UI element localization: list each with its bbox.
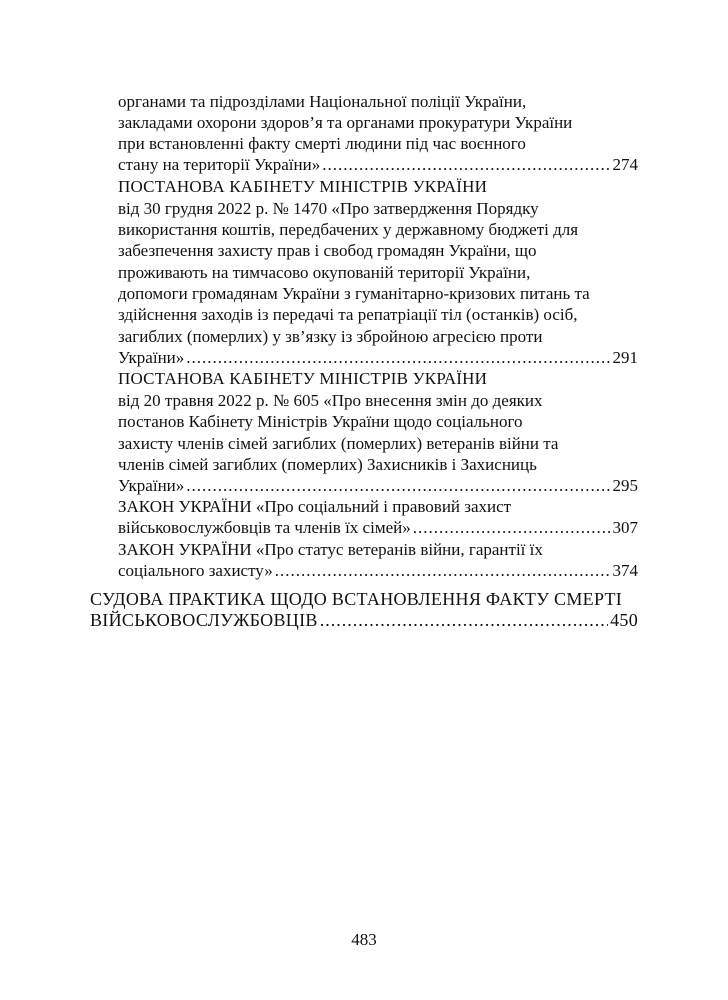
toc-entry-heading: ПОСТАНОВА КАБІНЕТУ МІНІСТРІВ УКРАЇНИ <box>118 369 488 388</box>
toc-section-last-line <box>90 610 638 630</box>
dot-leader <box>322 155 610 175</box>
dot-leader <box>186 348 610 368</box>
toc-entry-line: постанов Кабінету Міністрів України щодо соціального <box>118 412 523 431</box>
toc-entry-line: ЗАКОН УКРАЇНИ «Про соціальний і правовий захист <box>118 497 512 516</box>
toc-entry-line: стану на території України» <box>118 155 321 174</box>
toc-entry-line: закладами охорони здоров’я та органами прокуратури України <box>118 113 573 132</box>
toc-entry-line: від 30 грудня 2022 р. № 1470 «Про затвердження Порядку <box>118 199 539 218</box>
toc-entry-line: допомоги громадянам України з гуманітарно-кризових питань та <box>118 284 590 303</box>
toc-entry-last-line <box>118 155 638 175</box>
dot-leader <box>413 518 611 538</box>
dot-leader <box>186 476 610 496</box>
toc-entry-line: військовослужбовців та членів їх сімей» <box>118 518 411 537</box>
toc-entry-last-line <box>118 348 638 368</box>
toc-page-number: 274 <box>612 155 638 174</box>
toc-section-heading: ВІЙСЬКОВОСЛУЖБОВЦІВ <box>90 610 318 630</box>
toc-page-number: 291 <box>612 348 638 367</box>
toc-entry-line: соціального захисту» <box>118 561 273 580</box>
toc-page-number: 295 <box>612 476 638 495</box>
toc-entry-line: України» <box>118 476 185 495</box>
toc-page-number: 450 <box>610 610 638 630</box>
toc-entry-line: України» <box>118 348 185 367</box>
toc-entry-line: забезпечення захисту прав і свобод громадян України, що <box>118 241 537 260</box>
toc-page-number: 374 <box>612 561 638 580</box>
dot-leader <box>320 610 608 630</box>
toc-entry-heading: ПОСТАНОВА КАБІНЕТУ МІНІСТРІВ УКРАЇНИ <box>118 177 488 196</box>
page-number: 483 <box>351 930 377 949</box>
toc-entry-last-line <box>118 561 638 581</box>
toc-entry-line: здійснення заходів із передачі та репатріації тіл (останків) осіб, <box>118 305 578 324</box>
toc-entry-line: ЗАКОН УКРАЇНИ «Про статус ветеранів війни, гарантії їх <box>118 540 543 559</box>
toc-entry-line: захисту членів сімей загиблих (померлих) ветеранів війни та <box>118 434 559 453</box>
toc-entry-line: при встановленні факту смерті людини під час воєнного <box>118 134 526 153</box>
toc-entry-line: використання коштів, передбачених у державному бюджеті для <box>118 220 579 239</box>
toc-entry-line: проживають на тимчасово окупованій території України, <box>118 263 531 282</box>
toc-entry-line: загиблих (померлих) у зв’язку із збройною агресією проти <box>118 327 543 346</box>
toc-entry-last-line <box>118 476 638 496</box>
toc-section-heading: СУДОВА ПРАКТИКА ЩОДО ВСТАНОВЛЕННЯ ФАКТУ СМЕРТІ <box>90 589 623 609</box>
toc-entry-line: органами та підрозділами Національної поліції України, <box>118 92 527 111</box>
toc-entry-last-line <box>118 518 638 538</box>
toc-entry-line: від 20 травня 2022 р. № 605 «Про внесення змін до деяких <box>118 391 543 410</box>
dot-leader <box>275 561 611 581</box>
toc-entry-line: членів сімей загиблих (померлих) Захисників і Захисниць <box>118 455 537 474</box>
toc-page-number: 307 <box>612 518 638 537</box>
